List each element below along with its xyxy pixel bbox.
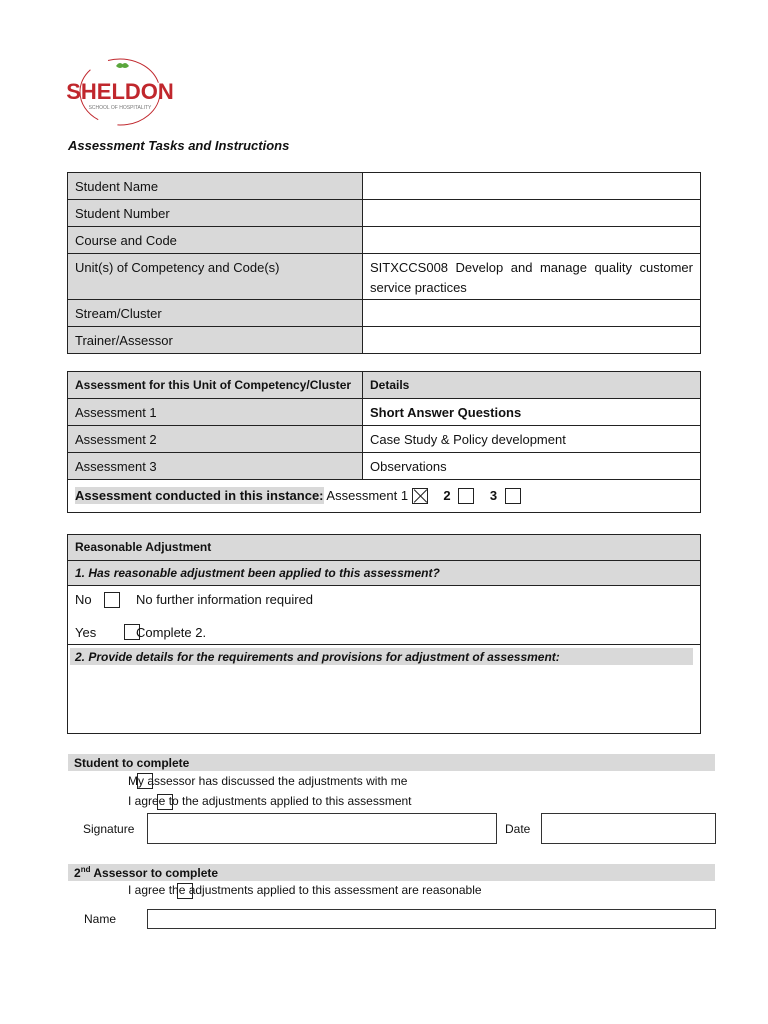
ra-question-2: 2. Provide details for the requirements and provisions for adjustment of assessment: (75, 650, 560, 664)
ra-no-label: No (75, 592, 92, 607)
ra-details-area[interactable] (70, 668, 698, 730)
student-check-1-text: My assessor has discussed the adjustments with me (128, 774, 408, 788)
assessor-heading-bar (68, 864, 715, 881)
assessment-1-value: Short Answer Questions (363, 399, 701, 426)
instance-1-checkbox[interactable] (412, 488, 428, 504)
assessment-table (67, 371, 701, 513)
assessment-3-value: Observations (363, 453, 701, 480)
assessor-heading (74, 865, 218, 880)
instance-option-2-label: 2 (443, 487, 451, 503)
date-label: Date (505, 822, 531, 836)
name-field[interactable] (147, 909, 716, 929)
ra-no-text: No further information required (136, 592, 314, 607)
assessor-heading-number: 2 (74, 866, 81, 880)
logo-brand: SHELDON (66, 79, 174, 104)
label-unit-competency: Unit(s) of Competency and Code(s) (68, 254, 363, 300)
signature-field[interactable] (147, 813, 497, 844)
student-details-table (67, 172, 701, 354)
ra-yes-label: Yes (75, 625, 97, 640)
ra-q1-bar (68, 561, 700, 586)
student-heading-bar (68, 754, 715, 771)
assessor-heading-text: Assessor to complete (90, 866, 219, 880)
ra-divider (68, 644, 700, 645)
instance-3-checkbox[interactable] (505, 488, 521, 504)
instance-label: Assessment conducted in this instance: (75, 487, 324, 503)
student-heading: Student to complete (74, 756, 190, 770)
value-course-code[interactable] (363, 227, 701, 254)
value-stream-cluster[interactable] (363, 300, 701, 327)
label-trainer-assessor: Trainer/Assessor (68, 327, 363, 354)
signature-label: Signature (83, 822, 135, 836)
ra-q2-bar (70, 648, 693, 665)
value-student-name[interactable] (363, 173, 701, 200)
instance-row (68, 480, 701, 513)
assessment-1-label: Assessment 1 (68, 399, 363, 426)
assessor-check-1-text: I agree the adjustments applied to this assessment are reasonable (128, 883, 482, 897)
student-check-2-text: I agree to the adjustments applied to this assessment (128, 794, 412, 808)
sheldon-logo (66, 56, 174, 128)
ra-heading-bar (68, 535, 700, 561)
label-student-name: Student Name (68, 173, 363, 200)
ra-heading: Reasonable Adjustment (75, 540, 212, 554)
page-title: Assessment Tasks and Instructions (68, 138, 290, 153)
assessment-2-value: Case Study & Policy development (363, 426, 701, 453)
assessment-2-label: Assessment 2 (68, 426, 363, 453)
name-label: Name (84, 912, 117, 926)
date-field[interactable] (541, 813, 716, 844)
label-student-number: Student Number (68, 200, 363, 227)
assessor-heading-sup: nd (80, 865, 91, 874)
label-course-code: Course and Code (68, 227, 363, 254)
instance-option-1-label: Assessment 1 (326, 487, 409, 503)
logo-tagline: SCHOOL OF HOSPITALITY (88, 105, 152, 111)
assessment-3-label: Assessment 3 (68, 453, 363, 480)
ra-question-1: 1. Has reasonable adjustment been applied to this assessment? (75, 566, 440, 580)
label-stream-cluster: Stream/Cluster (68, 300, 363, 327)
value-student-number[interactable] (363, 200, 701, 227)
instance-2-checkbox[interactable] (458, 488, 474, 504)
assessment-header-left: Assessment for this Unit of Competency/Cluster (68, 372, 363, 399)
instance-option-3-label: 3 (489, 487, 498, 503)
ra-no-checkbox[interactable] (104, 592, 120, 608)
value-unit-competency: SITXCCS008 Develop and manage quality customer service practices (363, 254, 701, 300)
value-trainer-assessor[interactable] (363, 327, 701, 354)
ra-yes-text: Complete 2. (136, 625, 207, 640)
assessment-header-right: Details (363, 372, 701, 399)
